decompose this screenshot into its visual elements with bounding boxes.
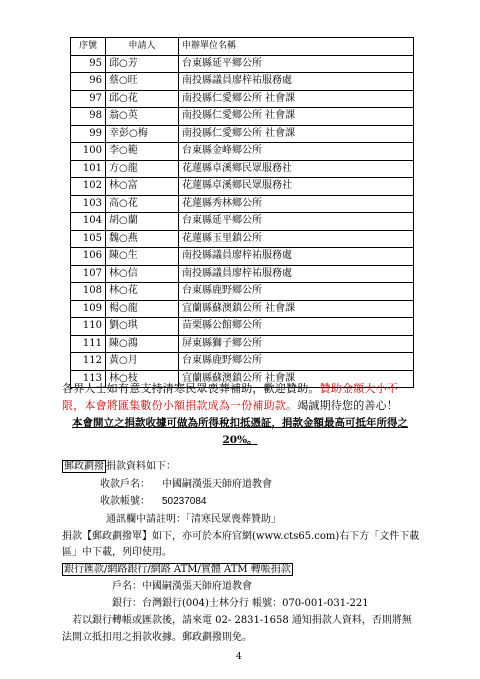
bank-notice-line1: 若以銀行轉帳或匯款後，請來電 02- 2831-1658 通知捐款人資料，否則將無 [72, 615, 412, 626]
table-row [71, 318, 414, 336]
organization-cell: 南投縣仁愛鄉公所 社會課 [179, 90, 414, 108]
appeal-text: 各界人士如有意支持清寒民眾喪葬補助，歡迎贊助。 [62, 382, 320, 395]
table-row [71, 283, 414, 301]
serial-cell: 113 [71, 370, 106, 388]
organization-cell: 花蓮縣秀林鄉公所 [179, 195, 414, 213]
applicant-cell: 幸彭○梅 [106, 125, 179, 143]
serial-cell: 105 [71, 230, 106, 248]
bank-account-name: 戶名：中國嗣漢張天師府道教會 [112, 581, 252, 592]
applicant-cell: 黃○月 [106, 353, 179, 371]
serial-cell: 100 [71, 143, 106, 161]
page-number: 4 [236, 652, 242, 662]
applicant-cell: 劉○琪 [106, 318, 179, 336]
applicant-cell: 林○花 [106, 283, 179, 301]
appeal-highlight: 贊助金額大小不限，本會將匯集數份小額捐款成為一份補助款。 [62, 382, 399, 412]
postal-label-suffix: 捐款資料如下： [106, 461, 176, 472]
organization-cell: 台東縣金峰鄉公所 [179, 143, 414, 161]
serial-cell: 103 [71, 195, 106, 213]
serial-cell: 106 [71, 248, 106, 266]
applicant-cell: 李○範 [106, 143, 179, 161]
applicant-cell: 林○信 [106, 265, 179, 283]
account-number-value: 50237084 [162, 496, 207, 507]
bank-label: 銀行匯款/網路銀行/網路 ATM/實體 ATM 轉帳捐款 [64, 564, 291, 575]
appeal-closing: 竭誠期待您的善心！ [297, 399, 399, 412]
applicant-cell: 邱○花 [106, 90, 179, 108]
organization-cell: 南投縣仁愛鄉公所 社會課 [179, 108, 414, 126]
serial-cell: 104 [71, 213, 106, 231]
serial-cell: 110 [71, 318, 106, 336]
applicant-cell: 林○枝 [106, 370, 179, 388]
serial-cell: 108 [71, 283, 106, 301]
bank-notice-line2: 法開立抵扣用之捐款收據。郵政劃撥則免。 [62, 632, 252, 643]
serial-cell: 102 [71, 178, 106, 196]
table-row [71, 143, 414, 161]
serial-cell: 97 [71, 90, 106, 108]
organization-cell: 南投縣仁愛鄉公所 社會課 [179, 125, 414, 143]
table-row [71, 213, 414, 231]
organization-cell: 苗栗縣公館鄉公所 [179, 318, 414, 336]
serial-cell: 95 [71, 55, 106, 73]
applicant-cell: 邱○芳 [106, 55, 179, 73]
organization-cell: 花蓮縣卓溪鄉民眾服務社 [179, 178, 414, 196]
serial-cell: 98 [71, 108, 106, 126]
applicant-cell: 翁○英 [106, 108, 179, 126]
table-row [71, 125, 414, 143]
postal-form-line1: 捐款【郵政劃撥單】如下，亦可於本府官網(www.cts65.com)右下方「文件下載 [62, 531, 420, 542]
applicant-cell: 林○富 [106, 178, 179, 196]
table-row [71, 335, 414, 353]
postal-memo: 通訊欄中請註明：「清寒民眾喪葬贊助」 [106, 514, 281, 525]
applicant-cell: 楊○龍 [106, 300, 179, 318]
table-header-row [71, 38, 414, 56]
serial-cell: 96 [71, 73, 106, 91]
account-number-label: 收款帳號： [100, 496, 150, 507]
table-row [71, 73, 414, 91]
serial-cell: 112 [71, 353, 106, 371]
table-row [71, 108, 414, 126]
table-row [71, 160, 414, 178]
organization-cell: 南投縣議員廖梓祐服務處 [179, 73, 414, 91]
postal-heading [62, 460, 176, 474]
postal-label: 郵政劃撥 [64, 461, 104, 472]
table-row [71, 230, 414, 248]
serial-cell: 111 [71, 335, 106, 353]
account-name-label: 收款戶名： [100, 479, 150, 490]
table-row [71, 265, 414, 283]
organization-cell: 宜蘭縣蘇澳鎮公所 社會課 [179, 370, 414, 388]
applicant-cell: 胡○蘭 [106, 213, 179, 231]
organization-cell: 花蓮縣卓溪鄉民眾服務社 [179, 160, 414, 178]
organization-cell: 南投縣議員廖梓祐服務處 [179, 248, 414, 266]
organization-cell: 南投縣議員廖梓祐服務處 [179, 265, 414, 283]
table-body [71, 55, 414, 388]
table-row [71, 353, 414, 371]
postal-account-number [100, 495, 207, 509]
applicant-cell: 魏○燕 [106, 230, 179, 248]
organization-cell: 花蓮縣玉里鎮公所 [179, 230, 414, 248]
applicant-cell: 陳○鴻 [106, 335, 179, 353]
table-row [71, 90, 414, 108]
table-row [71, 55, 414, 73]
organization-cell: 屏東縣獅子鄉公所 [179, 335, 414, 353]
applicant-cell: 方○龍 [106, 160, 179, 178]
table-row [71, 195, 414, 213]
applicant-cell: 高○花 [106, 195, 179, 213]
header-serial: 序號 [71, 38, 106, 56]
serial-cell: 101 [71, 160, 106, 178]
serial-cell: 109 [71, 300, 106, 318]
applicant-table [70, 37, 414, 388]
table-row [71, 248, 414, 266]
table-row [71, 300, 414, 318]
bank-details: 銀行：台灣銀行(004)士林分行 帳號：070-001-031-221 [112, 598, 369, 609]
applicant-cell: 陳○生 [106, 248, 179, 266]
postal-account-name [100, 478, 272, 492]
organization-cell: 宜蘭縣蘇澳鎮公所 社會課 [179, 300, 414, 318]
organization-cell: 台東縣延平鄉公所 [179, 213, 414, 231]
serial-cell: 107 [71, 265, 106, 283]
serial-cell: 99 [71, 125, 106, 143]
header-applicant: 申請人 [106, 38, 179, 56]
account-name-value: 中國嗣漢張天師府道教會 [162, 479, 272, 490]
organization-cell: 台東縣延平鄉公所 [179, 55, 414, 73]
tax-deduction-note: 本會開立之捐款收據可做為所得稅扣抵憑証，捐款金額最高可抵年所得之20%。 [72, 417, 408, 446]
appeal-paragraph [62, 380, 418, 414]
postal-form-line2: 區」中下載，列印使用。 [62, 547, 172, 558]
bank-heading [62, 563, 293, 577]
header-organization: 申辦單位名稱 [179, 38, 414, 56]
organization-cell: 台東縣鹿野鄉公所 [179, 283, 414, 301]
organization-cell: 台東縣鹿野鄉公所 [179, 353, 414, 371]
table-row [71, 178, 414, 196]
applicant-cell: 蔡○旺 [106, 73, 179, 91]
